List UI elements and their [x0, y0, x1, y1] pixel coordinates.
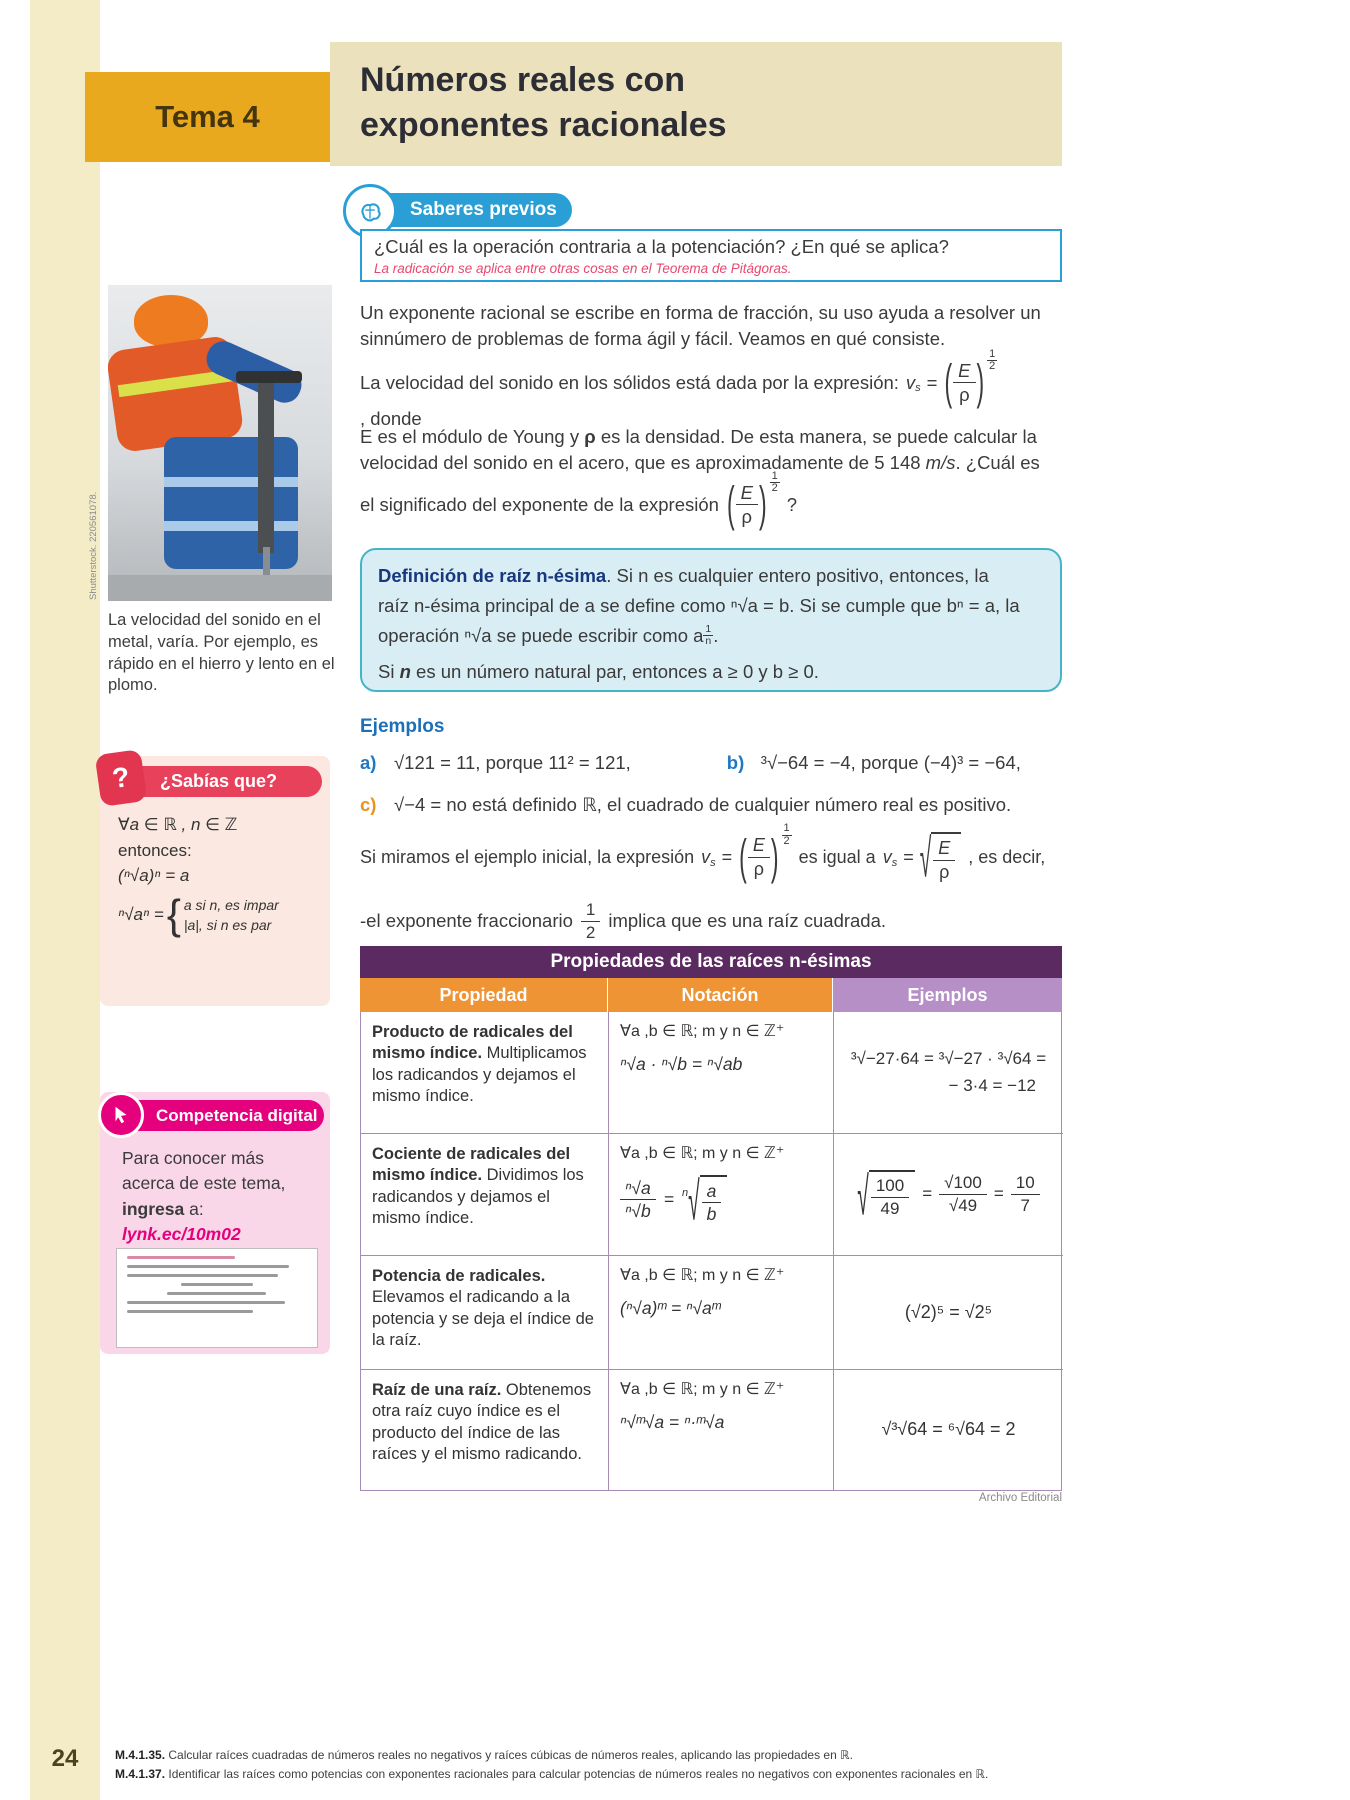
- webpage-thumbnail: [116, 1248, 318, 1348]
- ground: [108, 575, 332, 601]
- table-row-propiedad: Cociente de radicales del mismo índice. Dividimos los radicandos y dejamos el mismo índice.: [361, 1134, 609, 1256]
- table-row-notacion: ∀a ,b ∈ ℝ; m y n ∈ ℤ⁺ (ⁿ√a)ᵐ = ⁿ√aᵐ: [609, 1256, 834, 1370]
- saberes-previos-badge: [382, 193, 572, 227]
- quotient-example-formula: √ $\frac{100}{49}$ = $\frac{√100}{√49}$ = $\frac{10}{7}$: [857, 1170, 1039, 1218]
- close-paren: ): [758, 475, 767, 532]
- definition-line2: raíz n-ésima principal de a se define como ⁿ√a = b. Si se cumple que bⁿ = a, la: [378, 595, 1020, 616]
- sabias-line1: ∀a ∈ ℝ , n ∈ ℤ: [118, 815, 238, 834]
- column-header-ejemplos: Ejemplos: [833, 978, 1062, 1012]
- saberes-question-box: [360, 229, 1062, 282]
- example-b-text: ³√−64 = −4, porque (−4)³ = −64,: [760, 752, 1021, 773]
- table-title: Propiedades de las raíces n-ésimas: [360, 946, 1062, 978]
- table-row-notacion: ∀a ,b ∈ ℝ; m y n ∈ ℤ⁺ ⁿ√ᵐ√a = ⁿ·ᵐ√a: [609, 1370, 834, 1490]
- example-c-label: c): [360, 794, 377, 815]
- sabias-que-content: [118, 812, 318, 938]
- sabias-line4: ⁿ√aⁿ = { a si n, es impar |a|, si n es par: [118, 890, 279, 938]
- page-title: [360, 58, 1060, 148]
- example-row-c: [360, 794, 1065, 816]
- table-row-ejemplo: √³√64 = ⁶√64 = 2: [881, 1419, 1016, 1440]
- quotient-notation-formula: $\frac{\text{ⁿ√a}}{\text{ⁿ√b}}$ = n √ $\frac{a}{b}$: [620, 1175, 822, 1224]
- piecewise-cases: a si n, es impar |a|, si n es par: [183, 896, 279, 933]
- jackhammer-handle: [236, 371, 302, 383]
- photo-caption: La velocidad del sonido en el metal, varía. Por ejemplo, es rápido en el hierro y lento en el plomo.: [108, 611, 335, 695]
- leg-stripe: [164, 521, 298, 531]
- worker-legs: [164, 437, 298, 569]
- ms-unit: m/s: [925, 451, 956, 473]
- exponent-question-paragraph: el significado del exponente de la expresión ( $\frac{E}{\rho}$ ) 1 2 ?: [360, 469, 798, 532]
- column-header-propiedad: Propiedad: [360, 978, 608, 1012]
- saberes-previos-label: Saberes previos: [410, 199, 557, 220]
- formula-vs-sqrt: v $_s$ = √ $\frac{E}{\rho}$: [883, 832, 962, 882]
- worker-jackhammer-photo: [108, 285, 332, 601]
- column-header-notacion: Notación: [608, 978, 833, 1012]
- definition-title: Definición de raíz n-ésima: [378, 565, 607, 586]
- formula-E-rho-power: [726, 469, 780, 532]
- example-row-ab: [360, 752, 1065, 774]
- table-row-notacion: ∀a ,b ∈ ℝ; m y n ∈ ℤ⁺ ⁿ√a · ⁿ√b = ⁿ√ab: [609, 1012, 834, 1134]
- page-number: 24: [51, 1745, 79, 1772]
- curriculum-standards: [115, 1746, 1065, 1783]
- saberes-question: ¿Cuál es la operación contraria a la potenciación? ¿En qué se aplica?: [374, 236, 949, 257]
- cursor-icon: [98, 1092, 144, 1138]
- definition-line1: Definición de raíz n-ésima. Si n es cualquier entero positivo, entonces, la: [378, 565, 989, 586]
- velocity-text-pre: La velocidad del sonido en los sólidos está dada por la expresión:: [360, 372, 899, 393]
- table-row-notacion: ∀a ,b ∈ ℝ; m y n ∈ ℤ⁺ $\frac{\text{ⁿ√a}}{\text{ⁿ√b}}$ = n √ $\frac{a}{b}$: [609, 1134, 834, 1256]
- table-row-ejemplo: (√2)⁵ = √2⁵: [834, 1256, 1063, 1370]
- fraction-E-rho: $\frac{E}{\rho}$: [736, 482, 758, 528]
- table-row-ejemplo: ³√−27·64 = ³√−27 · ³√64 = − 3·4 = −12: [834, 1012, 1063, 1134]
- example-c-text: √−4 = no está definido ℝ, el cuadrado de cualquier número real es positivo.: [394, 794, 1012, 815]
- sabias-que-badge: ¿Sabías que?: [126, 766, 322, 797]
- definition-line4: Si n es un número natural par, entonces a ≥ 0 y b ≥ 0.: [378, 661, 819, 683]
- sabias-line2: entonces:: [118, 840, 192, 860]
- ejemplos-heading: Ejemplos: [360, 716, 445, 737]
- exponent-one-half: 1 2: [771, 469, 778, 495]
- miramos-paragraph: Si miramos el ejemplo inicial, la expresión v $_s$ = ( $\frac{E}{\rho}$ ) 1 2 es igual a v $_s$ = √ $\frac{E}{\rho}$ , es decir,: [360, 822, 1046, 890]
- competencia-digital-badge: Competencia digital: [126, 1100, 324, 1131]
- velocity-text-post: , donde: [360, 407, 422, 429]
- definition-line3: operación ⁿ√a se puede escribir como a $\frac{1}{n}$ .: [378, 623, 719, 648]
- rho-symbol: ρ: [584, 426, 596, 447]
- miramos-line2: -el exponente fraccionario $\frac{1}{2}$ implica que es una raíz cuadrada.: [360, 900, 887, 942]
- jackhammer-body: [258, 381, 274, 553]
- sqrt-E-over-rho: √ $\frac{E}{\rho}$: [920, 832, 962, 882]
- exponent-one-half: 1 2: [989, 347, 996, 373]
- close-paren: ): [976, 353, 985, 410]
- table-header-row: [360, 978, 1062, 1012]
- question-mark-icon: ?: [95, 749, 148, 807]
- page-title-line1: Números reales con: [360, 61, 686, 99]
- left-margin-strip: [30, 0, 100, 1800]
- formula-vs-power: v $_s$ = ( $\frac{E}{\rho}$ ) 1 2: [701, 822, 790, 885]
- archivo-editorial-credit: Archivo Editorial: [978, 1492, 1062, 1504]
- competencia-digital-text: Para conocer más acerca de este tema, ingresa a: lynk.ec/10m02: [122, 1148, 286, 1245]
- example-b-label: b): [726, 752, 745, 773]
- fraction-E-rho: $\frac{E}{\rho}$: [953, 360, 975, 406]
- table-row-propiedad: Potencia de radicales. Elevamos el radicando a la potencia y se deja el índice de la raíz.: [361, 1256, 609, 1370]
- intro-paragraph: Un exponente racional se escribe en forma de fracción, su uso ayuda a resolver un sinnúmero de problemas de forma ágil y fácil. Veamos en qué consiste.: [360, 302, 1041, 349]
- formula-vs-power: v $_s$ = ( $\frac{E}{\rho}$ ) 1 2: [905, 347, 996, 410]
- velocity-paragraph: [360, 347, 1065, 431]
- standard-2: M.4.1.37. Identificar las raíces como potencias con exponentes racionales para calcular potencias de números reales no negativos con exponentes racionales en ℝ.: [115, 1766, 989, 1781]
- lynk-link[interactable]: lynk.ec/10m02: [122, 1224, 241, 1245]
- sabias-line3: (ⁿ√a)ⁿ = a: [118, 866, 190, 885]
- leg-stripe: [164, 477, 298, 487]
- brace-symbol: {: [166, 890, 181, 938]
- page-title-line2: exponentes racionales: [360, 105, 727, 144]
- table-row-ejemplo: [834, 1134, 1063, 1256]
- table-row-propiedad: Raíz de una raíz. Obtenemos otra raíz cuyo índice es el producto del índice de las raíces y el mismo radicando.: [361, 1370, 609, 1490]
- photo-credit: Shutterstock. 220561078.: [88, 491, 99, 600]
- brain-icon-svg: [351, 192, 389, 230]
- table-row-propiedad: Producto de radicales del mismo índice. Multiplicamos los radicandos y dejamos el mismo índice.: [361, 1012, 609, 1134]
- young-modulus-paragraph: E es el módulo de Young y ρ es la densidad. De esta manera, se puede calcular la velocidad del sonido en el acero, que es aproximadamente de 5 148 m/s. ¿Cuál es: [360, 426, 1040, 473]
- open-paren: (: [944, 353, 953, 410]
- definition-box: [360, 548, 1062, 692]
- open-paren: (: [726, 475, 735, 532]
- fraction-one-half: $\frac{1}{2}$: [581, 900, 600, 942]
- properties-table: [360, 946, 1062, 1491]
- example-a-text: √121 = 11, porque 11² = 121,: [394, 752, 631, 773]
- tema-label: Tema 4: [85, 72, 330, 162]
- example-a-label: a): [360, 752, 377, 773]
- exponent-one-over-n: $\frac{1}{n}$: [705, 623, 712, 648]
- table-body: [360, 1012, 1062, 1491]
- saberes-handwritten-answer: La radicación se aplica entre otras cosas en el Teorema de Pitágoras.: [374, 261, 792, 276]
- standard-1: M.4.1.35. Calcular raíces cuadradas de números reales no negativos y raíces cúbicas de números reales, aplicando las propiedades en ℝ.: [115, 1748, 853, 1762]
